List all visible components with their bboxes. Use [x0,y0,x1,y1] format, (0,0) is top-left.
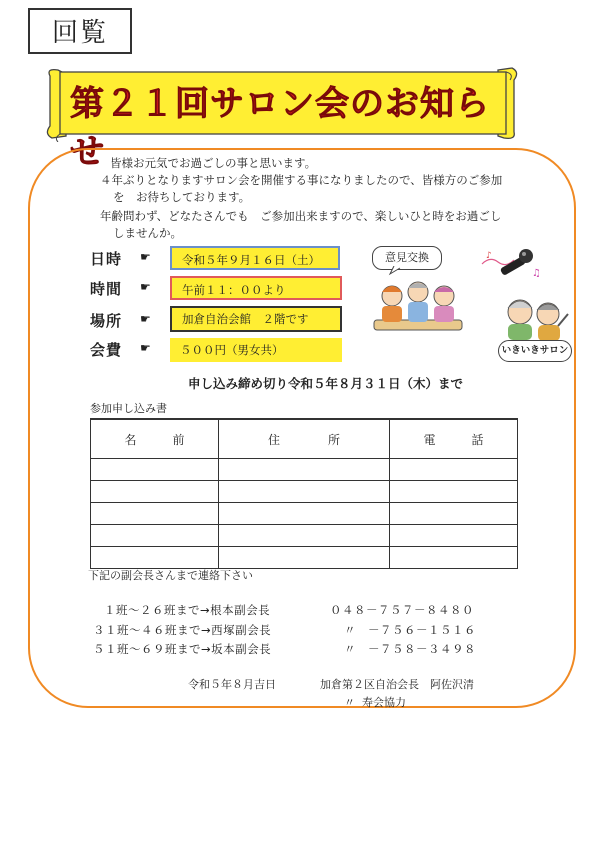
form-cell-address[interactable] [219,503,390,525]
detail-value-date: 令和５年９月１６日（土） [170,246,340,270]
form-header-address: 住 所 [219,419,390,459]
form-cell-address[interactable] [219,459,390,481]
form-entry-row[interactable] [91,503,518,525]
form-cell-name[interactable] [91,459,219,481]
form-header-row [91,419,518,459]
form-cell-address[interactable] [219,525,390,547]
deadline-text: 申し込み締め切り令和５年８月３１日（木）まで [188,376,464,391]
form-entry-row[interactable] [91,459,518,481]
form-header-phone: 電 話 [389,419,517,459]
detail-label-time: 時間 [90,280,123,298]
svg-text:♪: ♪ [486,251,492,261]
people-talking-illustration [372,266,464,340]
page-title: 第２１回サロン会のお知らせ [70,84,490,172]
kairan-stamp: 回覧 [28,8,132,54]
contact-phone-1: ０４８－７５７－８４８０ [330,603,474,617]
intro-line-4: 年齢問わず、どなたさんでも ご参加出来ますので、楽しいひと時をお過ごし [100,209,502,223]
form-cell-name[interactable] [91,481,219,503]
detail-label-date: 日時 [90,250,123,268]
intro-line-5: しませんか。 [113,226,182,240]
microphone-icon [478,246,544,282]
form-cell-name[interactable] [91,547,219,569]
detail-value-place: 加倉自治会館 ２階です [170,306,342,332]
contact-range-1: １班～２６班まで→根本副会長 [104,603,271,617]
form-cell-phone[interactable] [389,481,517,503]
footer-date: 令和５年８月吉日 [188,678,276,691]
footer-organization: 加倉第２区自治会長 阿佐沢清 [320,678,474,691]
form-entry-row[interactable] [91,481,518,503]
detail-label-place: 場所 [90,312,123,330]
form-cell-name[interactable] [91,503,219,525]
contact-phone-2: 〃 －７５６－１５１６ [344,623,476,637]
form-cell-phone[interactable] [389,547,517,569]
pointing-hand-icon: ☛ [140,312,151,326]
svg-text:♫: ♫ [532,268,541,279]
intro-line-3: を お待ちしております。 [113,190,251,204]
ikiiki-salon-badge: いきいきサロン [498,340,572,362]
form-cell-address[interactable] [219,481,390,503]
intro-line-1: 皆様お元気でお過ごしの事と思います。 [110,156,317,170]
form-entry-row[interactable] [91,547,518,569]
contact-title: 下記の副会長さんまで連絡下さい [88,569,253,582]
form-cell-address[interactable] [219,547,390,569]
form-header-name: 名 前 [91,419,219,459]
form-cell-name[interactable] [91,525,219,547]
form-cell-phone[interactable] [389,459,517,481]
intro-line-2: ４年ぶりとなりますサロン会を開催する事になりましたので、皆様方のご参加 [100,173,503,187]
contact-range-2: ３１班～４６班まで→西塚副会長 [93,623,272,637]
footer-cooperation: 寿会協力 [362,696,406,709]
detail-value-time: 午前１１：００より [170,276,342,300]
contact-phone-3: 〃 －７５８－３４９８ [344,642,476,656]
detail-label-fee: 会費 [90,341,123,359]
pointing-hand-icon: ☛ [140,280,151,294]
form-cell-phone[interactable] [389,503,517,525]
application-form-table [90,418,518,569]
contact-range-3: ５１班～６９班まで→坂本副会長 [93,642,272,656]
form-cell-phone[interactable] [389,525,517,547]
footer-ditto-mark: 〃 [344,696,355,709]
form-entry-row[interactable] [91,525,518,547]
pointing-hand-icon: ☛ [140,250,151,264]
form-title: 参加申し込み書 [90,402,167,415]
pointing-hand-icon: ☛ [140,341,151,355]
detail-value-fee: ５００円（男女共） [170,338,342,362]
speech-bubble: 意見交換 [372,246,442,270]
